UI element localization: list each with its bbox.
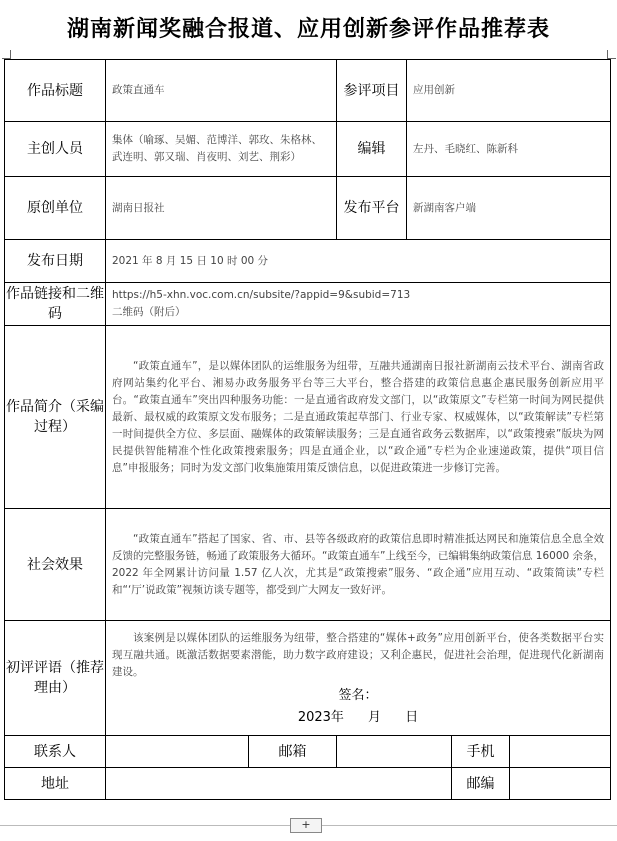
- row-address: [5, 768, 611, 800]
- intro-text: “政策直通车”，是以媒体团队的运维服务为纽带，互融共通湖南日报社新湖南云技术平台、湖南省政府网站集约化平台、湘易办政务服务平台等三大平台，整合搭建的政策信息惠企惠民服务创新应用平台。“政策直通车”突出四种服务功能：一是直通省政府发文部门，以“政策原文”专栏第一时间为网民提供最新、最权威的政策原文发布服务；二是直通政策起草部门、行业专家、权威媒体，以“政策解读”专栏第一时间提供全方位、多层面、融媒体的政策解读服务；三是直通省政务云数据库，以“政策搜索”版块为网民提供智能精准个性化政策搜索服务；四是直通企业，以“政企通”专栏为企业速递政策，提供“项目信息”申报服务；同时为发文部门收集施策用策反馈信息，以促进政策进一步修订完善。: [112, 359, 605, 474]
- crop-mark-left: [2, 50, 11, 59]
- row-work-title: [5, 60, 611, 122]
- date-label: 发布日期: [5, 240, 106, 283]
- address-label: 地址: [5, 768, 106, 800]
- row-intro: [5, 326, 611, 509]
- creators-value[interactable]: 集体（喻琢、吴媚、范博洋、郭玫、朱格林、武连明、郭又瑞、肖夜明、刘艺、荆彩）: [106, 122, 337, 177]
- signature-month: 月: [368, 709, 382, 725]
- category-label: 参评项目: [337, 60, 407, 122]
- unit-value[interactable]: 湖南日报社: [106, 177, 337, 240]
- postcode-value[interactable]: [510, 768, 611, 800]
- effect-label: 社会效果: [5, 509, 106, 621]
- signature-date: [112, 709, 604, 727]
- creators-label: 主创人员: [5, 122, 106, 177]
- signature-day: 日: [405, 709, 419, 725]
- recommendation-form-table: [4, 59, 611, 800]
- address-value[interactable]: [106, 768, 452, 800]
- row-effect: [5, 509, 611, 621]
- link-cell: [106, 283, 611, 326]
- unit-label: 原创单位: [5, 177, 106, 240]
- page-title: 湖南新闻奖融合报道、应用创新参评作品推荐表: [66, 17, 550, 42]
- contact-label: 联系人: [5, 736, 106, 768]
- platform-label: 发布平台: [337, 177, 407, 240]
- intro-cell[interactable]: [106, 326, 611, 509]
- row-link: [5, 283, 611, 326]
- review-label: 初评评语（推荐理由）: [5, 621, 106, 736]
- add-page-button[interactable]: +: [290, 818, 322, 833]
- effect-text: “政策直通车”搭起了国家、省、市、县等各级政府的政策信息即时精准抵达网民和施策信息全息全效反馈的完整服务链，畅通了政策服务大循环。“政策直通车”上线至今，已编辑集纳政策信息 16000 余条，2022 年全网累计访问量 1.57 亿人次，尤其是“政策搜索”服务、“政企通”应用互动、“政策简读”专栏和“‘厅’说政策”视频访谈专题等，都受到广大网友一致好评。: [112, 532, 605, 596]
- row-review: [5, 621, 611, 736]
- phone-value[interactable]: [510, 736, 611, 768]
- work-title-label: 作品标题: [5, 60, 106, 122]
- link-url[interactable]: https://h5-xhn.voc.com.cn/subsite/?appid=9&subid=713: [112, 289, 411, 301]
- phone-label: 手机: [452, 736, 510, 768]
- email-label: 邮箱: [249, 736, 337, 768]
- editors-label: 编辑: [337, 122, 407, 177]
- row-unit: [5, 177, 611, 240]
- review-cell[interactable]: [106, 621, 611, 736]
- signature-label: 签名：: [338, 687, 378, 703]
- postcode-label: 邮编: [452, 768, 510, 800]
- qr-note: 二维码（附后）: [112, 306, 186, 318]
- editors-value[interactable]: 左丹、毛晓红、陈新科: [407, 122, 611, 177]
- intro-label: 作品简介（采编过程）: [5, 326, 106, 509]
- crop-mark-right: [607, 50, 616, 59]
- platform-value[interactable]: 新湖南客户端: [407, 177, 611, 240]
- category-value[interactable]: 应用创新: [407, 60, 611, 122]
- row-date: [5, 240, 611, 283]
- row-contact: [5, 736, 611, 768]
- link-label: 作品链接和二维码: [5, 283, 106, 326]
- signature-block: [112, 687, 604, 727]
- row-creators: [5, 122, 611, 177]
- email-value[interactable]: [337, 736, 452, 768]
- work-title-value[interactable]: 政策直通车: [106, 60, 337, 122]
- contact-value[interactable]: [106, 736, 249, 768]
- review-text: 该案例是以媒体团队的运维服务为纽带，整合搭建的“媒体+政务”应用创新平台，使各类数据平台实现互融共通。既激活数据要素潜能，助力数字政府建设；又利企惠民，促进社会治理，促进现代化新湖南建设。: [112, 631, 605, 678]
- date-value[interactable]: 2021 年 8 月 15 日 10 时 00 分: [106, 240, 611, 283]
- effect-cell[interactable]: [106, 509, 611, 621]
- signature-year: 2023年: [297, 709, 344, 725]
